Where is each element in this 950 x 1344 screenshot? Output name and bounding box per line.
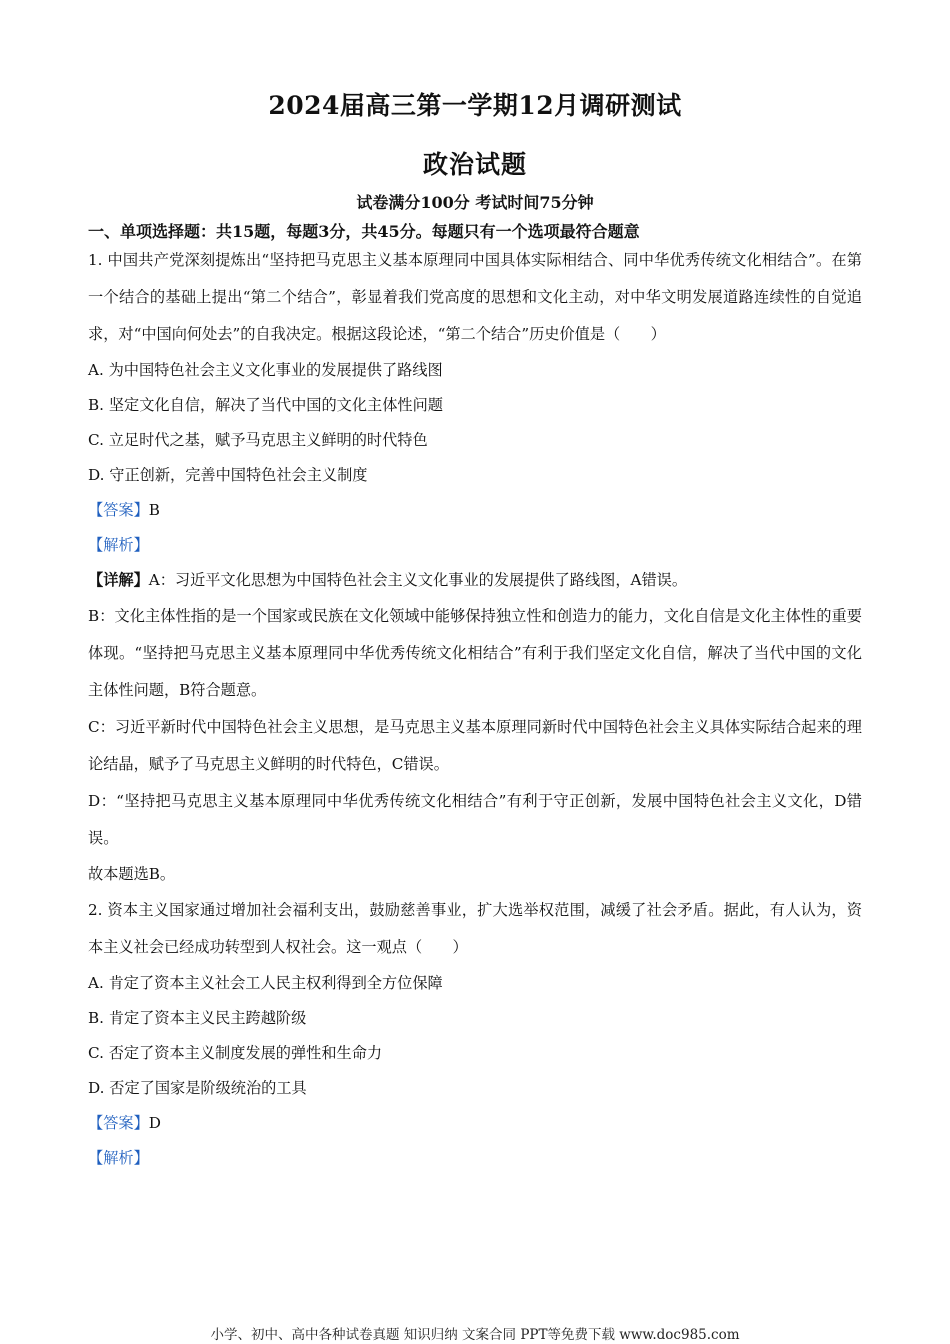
exam-info: 试卷满分100分 考试时间75分钟 [356, 193, 594, 212]
q2-answer [88, 1106, 862, 1141]
q1-detail-b: B：文化主体性指的是一个国家或民族在文化领域中能够保持独立性和创造力的能力，文化自信是文化主体性的重要体现。“坚持把马克思主义基本原理同中华优秀传统文化相结合”有利于我们坚定文化自信，解决了当代中国的文化主体性问题，B符合题意。 [88, 607, 862, 699]
answer-tag: 【答案】 [88, 501, 149, 519]
q2-stem: 2. 资本主义国家通过增加社会福利支出，鼓励慈善事业，扩大选举权范围，减缓了社会矛盾。据此，有人认为，资本主义社会已经成功转型到人权社会。这一观点（ ） [88, 901, 862, 956]
q1-option-a: A. 为中国特色社会主义文化事业的发展提供了路线图 [88, 361, 443, 379]
q2-option-a: A. 肯定了资本主义社会工人民主权利得到全方位保障 [88, 974, 443, 992]
footer-ad: 小学、初中、高中各种试卷真题 知识归纳 文案合同 PPT等免费下载 www.doc985.com [210, 1327, 740, 1343]
analysis-tag: 【解析】 [88, 536, 149, 554]
q1-detail-a [88, 563, 862, 598]
q2-option-c: C. 否定了资本主义制度发展的弹性和生命力 [88, 1044, 383, 1062]
q1-option-d: D. 守正创新，完善中国特色社会主义制度 [88, 466, 368, 484]
exam-title: 2024届高三第一学期12月调研测试 [268, 91, 682, 120]
section-heading: 一、单项选择题：共15题，每题3分，共45分。每题只有一个选项最符合题意 [88, 222, 640, 241]
q2-option-d: D. 否定了国家是阶级统治的工具 [88, 1079, 307, 1097]
q2-analysis [88, 1141, 862, 1176]
q1-detail-d: D：“坚持把马克思主义基本原理同中华优秀传统文化相结合”有利于守正创新，发展中国特色社会主义文化，D错误。 [88, 792, 862, 847]
q1-option-b: B. 坚定文化自信，解决了当代中国的文化主体性问题 [88, 396, 443, 414]
detail-tag: 【详解】 [88, 571, 149, 589]
q1-answer [88, 493, 862, 528]
detail-a-text: A：习近平文化思想为中国特色社会主义文化事业的发展提供了路线图，A错误。 [148, 571, 688, 589]
analysis-tag: 【解析】 [88, 1149, 149, 1167]
q1-option-c: C. 立足时代之基，赋予马克思主义鲜明的时代特色 [88, 431, 428, 449]
q1-stem: 1. 中国共产党深刻提炼出“坚持把马克思主义基本原理同中国具体实际相结合、同中华优秀传统文化相结合”。在第一个结合的基础上提出“第二个结合”，彰显着我们党高度的思想和文化主动，对中华文明发展道路连续性的自觉追求，对“中国向何处去”的自我决定。根据这段论述，“第二个结合”历史价值是（ ） [88, 251, 862, 343]
q2-option-b: B. 肯定了资本主义民主跨越阶级 [88, 1009, 307, 1027]
answer-tag: 【答案】 [88, 1114, 149, 1132]
answer-value: D [148, 1114, 161, 1132]
q1-detail-c: C：习近平新时代中国特色社会主义思想，是马克思主义基本原理同新时代中国特色社会主义具体实际结合起来的理论结晶，赋予了马克思主义鲜明的时代特色，C错误。 [88, 718, 862, 773]
answer-value: B [148, 501, 160, 519]
q1-conclusion: 故本题选B。 [88, 865, 176, 883]
subject-title: 政治试题 [422, 150, 527, 179]
q1-analysis [88, 528, 862, 563]
question-content [88, 242, 862, 1176]
